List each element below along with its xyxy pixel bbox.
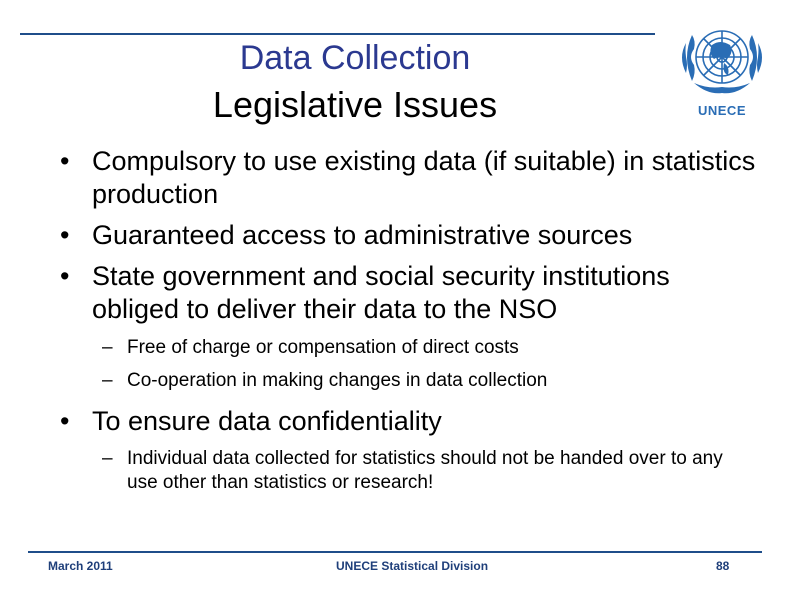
sub-bullet-item [58,369,758,393]
top-divider [20,33,655,35]
footer-page-number: 88 [716,559,730,573]
bullet-dot-icon: • [60,406,70,436]
bullet-item [58,405,758,438]
footer-organization: UNECE Statistical Division [336,559,489,573]
sub-bullet-item [58,336,758,360]
bullet-item [58,145,758,211]
logo-label: UNECE [697,103,746,118]
dash-icon: – [102,448,113,469]
slide-title: Data Collection [239,39,471,77]
dash-icon: – [102,337,113,358]
bullet-text: State government and social security institutions obliged to deliver their data to the NSO [92,261,670,324]
bullet-dot-icon: • [60,261,70,291]
footer-date: March 2011 [48,559,113,573]
bullet-item [58,219,758,252]
sub-bullet-text: Co-operation in making changes in data collection [127,370,548,391]
unece-logo [672,15,772,125]
bullet-text: To ensure data confidentiality [92,406,442,436]
sub-bullet-text: Free of charge or compensation of direct costs [127,337,519,358]
bullet-text: Compulsory to use existing data (if suitable) in statistics production [92,146,756,209]
bullet-text: Guaranteed access to administrative sources [92,220,633,250]
un-emblem-icon [672,15,772,103]
bullet-dot-icon: • [60,146,70,176]
slide-subtitle: Legislative Issues [212,84,498,125]
sub-bullet-item [58,447,758,495]
slide-body [58,145,758,504]
bullet-item [58,260,758,326]
dash-icon: – [102,370,113,391]
sub-bullet-text: Individual data collected for statistics should not be handed over to any use other than statistics or research! [127,448,723,493]
bullet-dot-icon: • [60,220,70,250]
bottom-divider [28,551,762,553]
